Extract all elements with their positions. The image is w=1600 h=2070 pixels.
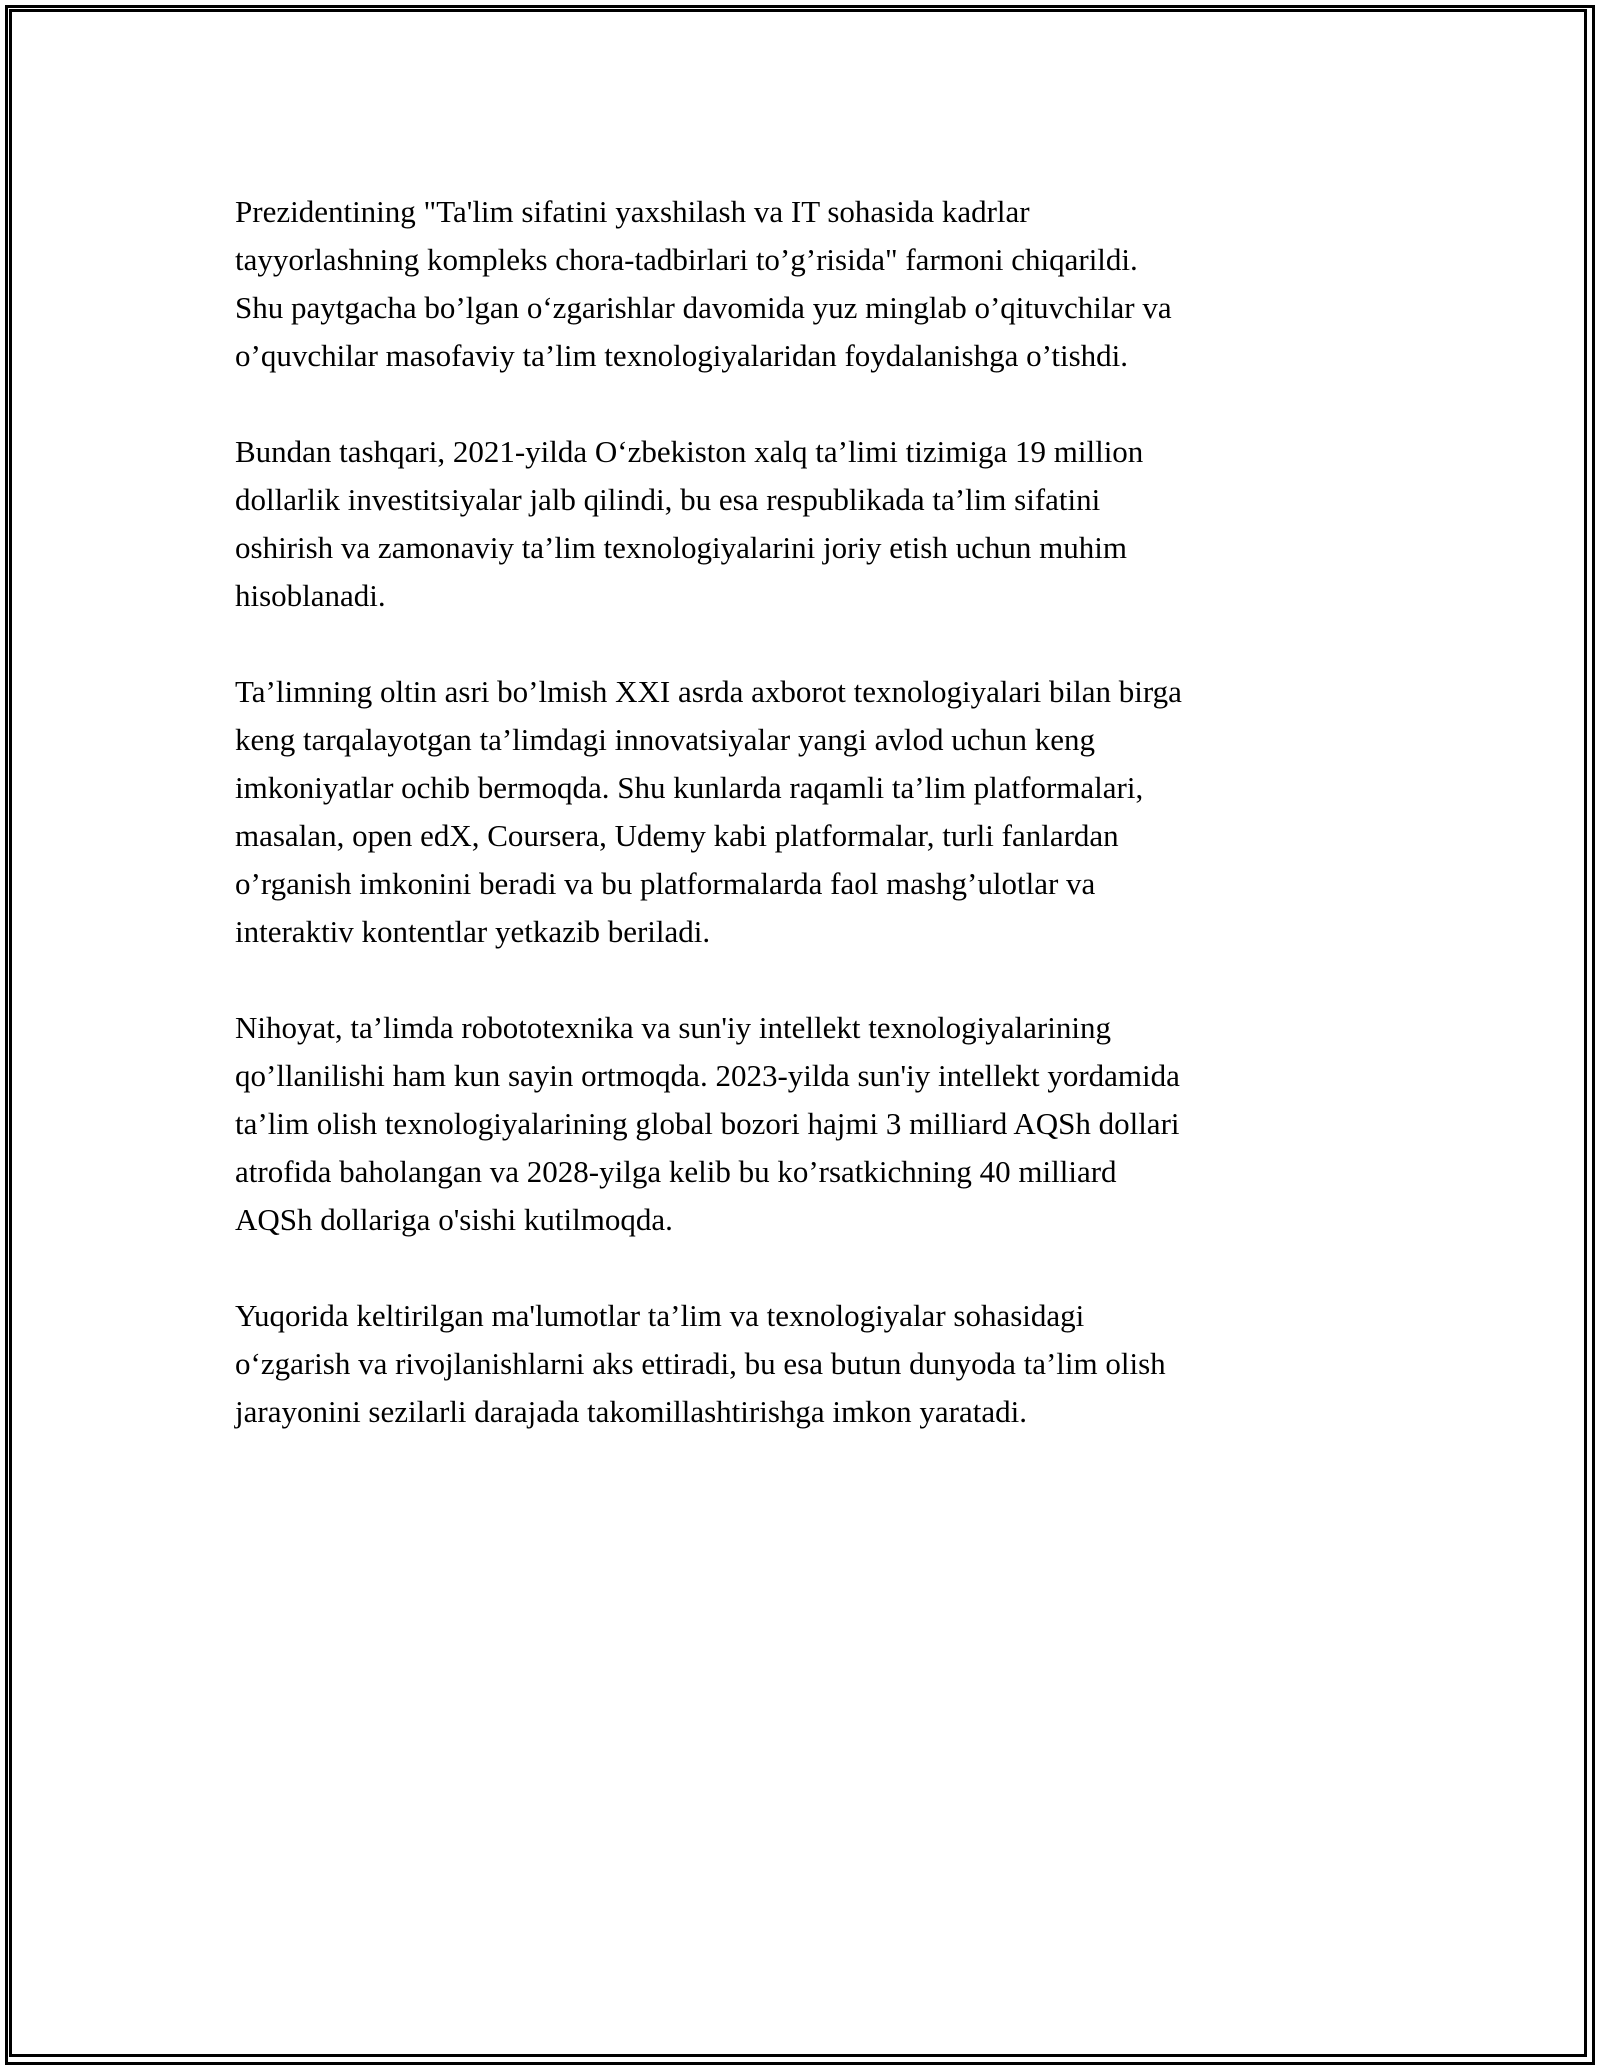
paragraph-conclusion: Yuqorida keltirilgan ma'lumotlar ta’lim va texnologiyalar sohasidagi o‘zgarish va rivojlanishlarni aks ettiradi, bu esa butun dunyoda ta’lim olish jarayonini sezilarli darajada takomillashtirishga imkon yaratadi. (235, 1298, 1166, 1429)
paragraph-innovations: Ta’limning oltin asri bo’lmish XXI asrda axborot texnologiyalari bilan birga keng tarqalayotgan ta’limdagi innovatsiyalar yangi avlod uchun keng imkoniyatlar ochib bermoqda. Shu kunlarda raqamli ta’lim platformalari, masalan, open edX, Coursera, Udemy kabi platformalar, turli fanlardan o’rganish imkonini beradi va bu platformalarda faol mashg’ulotlar va interaktiv kontentlar yetkazib beriladi. (235, 674, 1182, 949)
document-body (235, 188, 1395, 1484)
paragraph-ai-robotics: Nihoyat, ta’limda robototexnika va sun'iy intellekt texnologiyalarining qo’llanilishi ham kun sayin ortmoqda. 2023-yilda sun'iy intellekt yordamida ta’lim olish texnologiyalarining global bozori hajmi 3 milliard AQSh dollari atrofida baholangan va 2028-yilga kelib bu ko’rsatkichning 40 milliard AQSh dollariga o'sishi kutilmoqda. (235, 1010, 1180, 1237)
paragraph-investments: Bundan tashqari, 2021-yilda O‘zbekiston xalq ta’limi tizimiga 19 million dollarlik investitsiyalar jalb qilindi, bu esa respublikada ta’lim sifatini oshirish va zamonaviy ta’lim texnologiyalarini joriy etish uchun muhim hisoblanadi. (235, 434, 1144, 613)
paragraph-decree: Prezidentining "Ta'lim sifatini yaxshilash va IT sohasida kadrlar tayyorlashning kompleks chora-tadbirlari to’g’risida" farmoni chiqarildi. Shu paytgacha bo’lgan o‘zgarishlar davomida yuz minglab o’qituvchilar va o’quvchilar masofaviy ta’lim texnologiyalaridan foydalanishga o’tishdi. (235, 194, 1172, 373)
